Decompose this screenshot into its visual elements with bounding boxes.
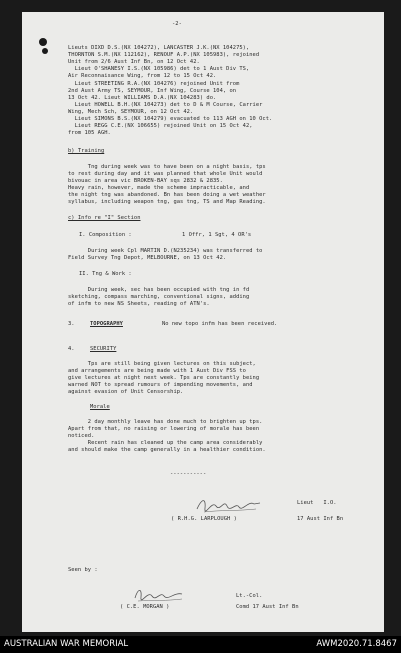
personnel-line: Wing, Mech Sch, SEYMOUR, on 12 Oct 42. <box>68 109 194 115</box>
tng-work-line: During week, sec has been occupied with tng in fd <box>68 287 250 293</box>
training-line: to rest during day and it was planned that whole Unit would <box>68 171 263 177</box>
topography-heading: TOPOGRAPHY <box>90 321 123 327</box>
tng-work-line: of infm to new NS Sheets, reading of ATN's. <box>68 301 210 307</box>
footer-bar <box>0 636 401 653</box>
training-line: bivouac in area vic BROKEN-BAY sqs 2832 & 2835. <box>68 178 223 184</box>
seen-by: Seen by : <box>68 567 98 573</box>
signature-name: ( C.E. MORGAN ) <box>120 604 170 610</box>
personnel-line: Lieut REGG C.E.(NX 106655) rejoined Unit on 15 Oct 42, <box>68 123 253 129</box>
topography-text: No new topo infm has been received. <box>162 321 278 327</box>
personnel-line: 2nd Aust Army TS, SEYMOUR, Inf Wing, Course 104, on <box>68 88 237 94</box>
transfer-line: During week Cpl MARTIN D.(N235234) was transferred to <box>68 248 263 254</box>
signature-unit: 17 Aust Inf Bn <box>297 516 344 522</box>
security-line: against evasion of Unit Censorship. <box>68 389 184 395</box>
morale-line: 2 day monthly leave has done much to brighten up tps. <box>68 419 263 425</box>
personnel-line: Lieut O'SHANESY I.S.(NX 105986) det to 1 Aust Div TS, <box>68 66 250 72</box>
morale-line: and should make the camp generally in a healthier condition. <box>68 447 266 453</box>
security-line: warned NOT to spread rumours of impending movements, and <box>68 382 253 388</box>
training-line: Heavy rain, however, made the scheme impracticable, and <box>68 185 250 191</box>
security-heading: SECURITY <box>90 346 117 352</box>
personnel-line: Unit from 2/6 Aust Inf Bn, on 12 Oct 42. <box>68 59 200 65</box>
security-line: and arrangements are being made with 1 Aust Div FSS to <box>68 368 246 374</box>
composition-label: I. Composition : <box>79 232 132 238</box>
punch-hole <box>39 38 47 46</box>
signature-role: Comd 17 Aust Inf Bn <box>236 604 299 610</box>
signature-rank: Lt.-Col. <box>236 593 263 599</box>
morale-line: Apart from that, no raising or lowering of morale has been <box>68 426 260 432</box>
training-heading: b) Training <box>68 148 105 154</box>
personnel-line: Lieut HOWELL B.H.(NX 104273) det to D & M Course, Carrier <box>68 102 263 108</box>
intelligence-heading: c) Info re "I" Section <box>68 215 141 221</box>
morale-heading: Morale <box>90 404 110 410</box>
morale-line: noticed. <box>68 433 95 439</box>
signature-name: ( R.H.G. LARPLOUGH ) <box>171 516 237 522</box>
footer-source: AUSTRALIAN WAR MEMORIAL <box>4 639 129 649</box>
personnel-line: Air Reconnaisance Wing, from 12 to 15 Oct 42. <box>68 73 217 79</box>
transfer-line: Field Survey Tng Depot, MELBOURNE, on 13 Oct 42. <box>68 255 227 261</box>
morale-line: Recent rain has cleaned up the camp area considerably <box>68 440 263 446</box>
document-page <box>22 12 384 632</box>
security-line: give lectures at night next week. Tps are constantly being <box>68 375 260 381</box>
security-line: Tps are still being given lectures on this subject, <box>68 361 256 367</box>
handwritten-signature <box>132 585 188 605</box>
topography-number: 3. <box>68 321 75 327</box>
security-number: 4. <box>68 346 75 352</box>
personnel-line: Lieut STREETING R.A.(NX 104276) rejoined Unit from <box>68 81 240 87</box>
footer-accession-id: AWM2020.71.8467 <box>316 639 397 649</box>
personnel-line: 13 Oct 42. Lieut WILLIAMS D.A.(NX 104283) do. <box>68 95 217 101</box>
training-line: syllabus, including weapon tng, gas tng, TS and Map Reading. <box>68 199 266 205</box>
tng-work-line: sketching, compass marching, conventional signs, adding <box>68 294 250 300</box>
page-number: -2- <box>172 21 182 27</box>
punch-hole <box>42 48 48 54</box>
personnel-line: from 105 AGH. <box>68 130 111 136</box>
personnel-line: Lieut SIMONS B.S.(NX 104279) evacuated to 113 AGH on 10 Oct. <box>68 116 273 122</box>
personnel-line: THORNTON S.M.(NX 112162), RENOUF A.P.(NX 105983), rejoined <box>68 52 260 58</box>
training-line: Tng during week was to have been on a night basis, tps <box>68 164 266 170</box>
personnel-line: Lieuts DIXD D.S.(NX 104272), LANCASTER J.K.(NX 104275), <box>68 45 250 51</box>
training-line: the night tng was abandoned. Bn has been doing a wet weather <box>68 192 266 198</box>
separator: ----------- <box>170 471 207 477</box>
signature-rank: Lieut I.O. <box>297 500 337 506</box>
handwritten-signature <box>194 494 264 516</box>
composition-value: 1 Offr, 1 Sgt, 4 OR's <box>182 232 252 238</box>
tng-work-label: II. Tng & Work : <box>79 271 132 277</box>
